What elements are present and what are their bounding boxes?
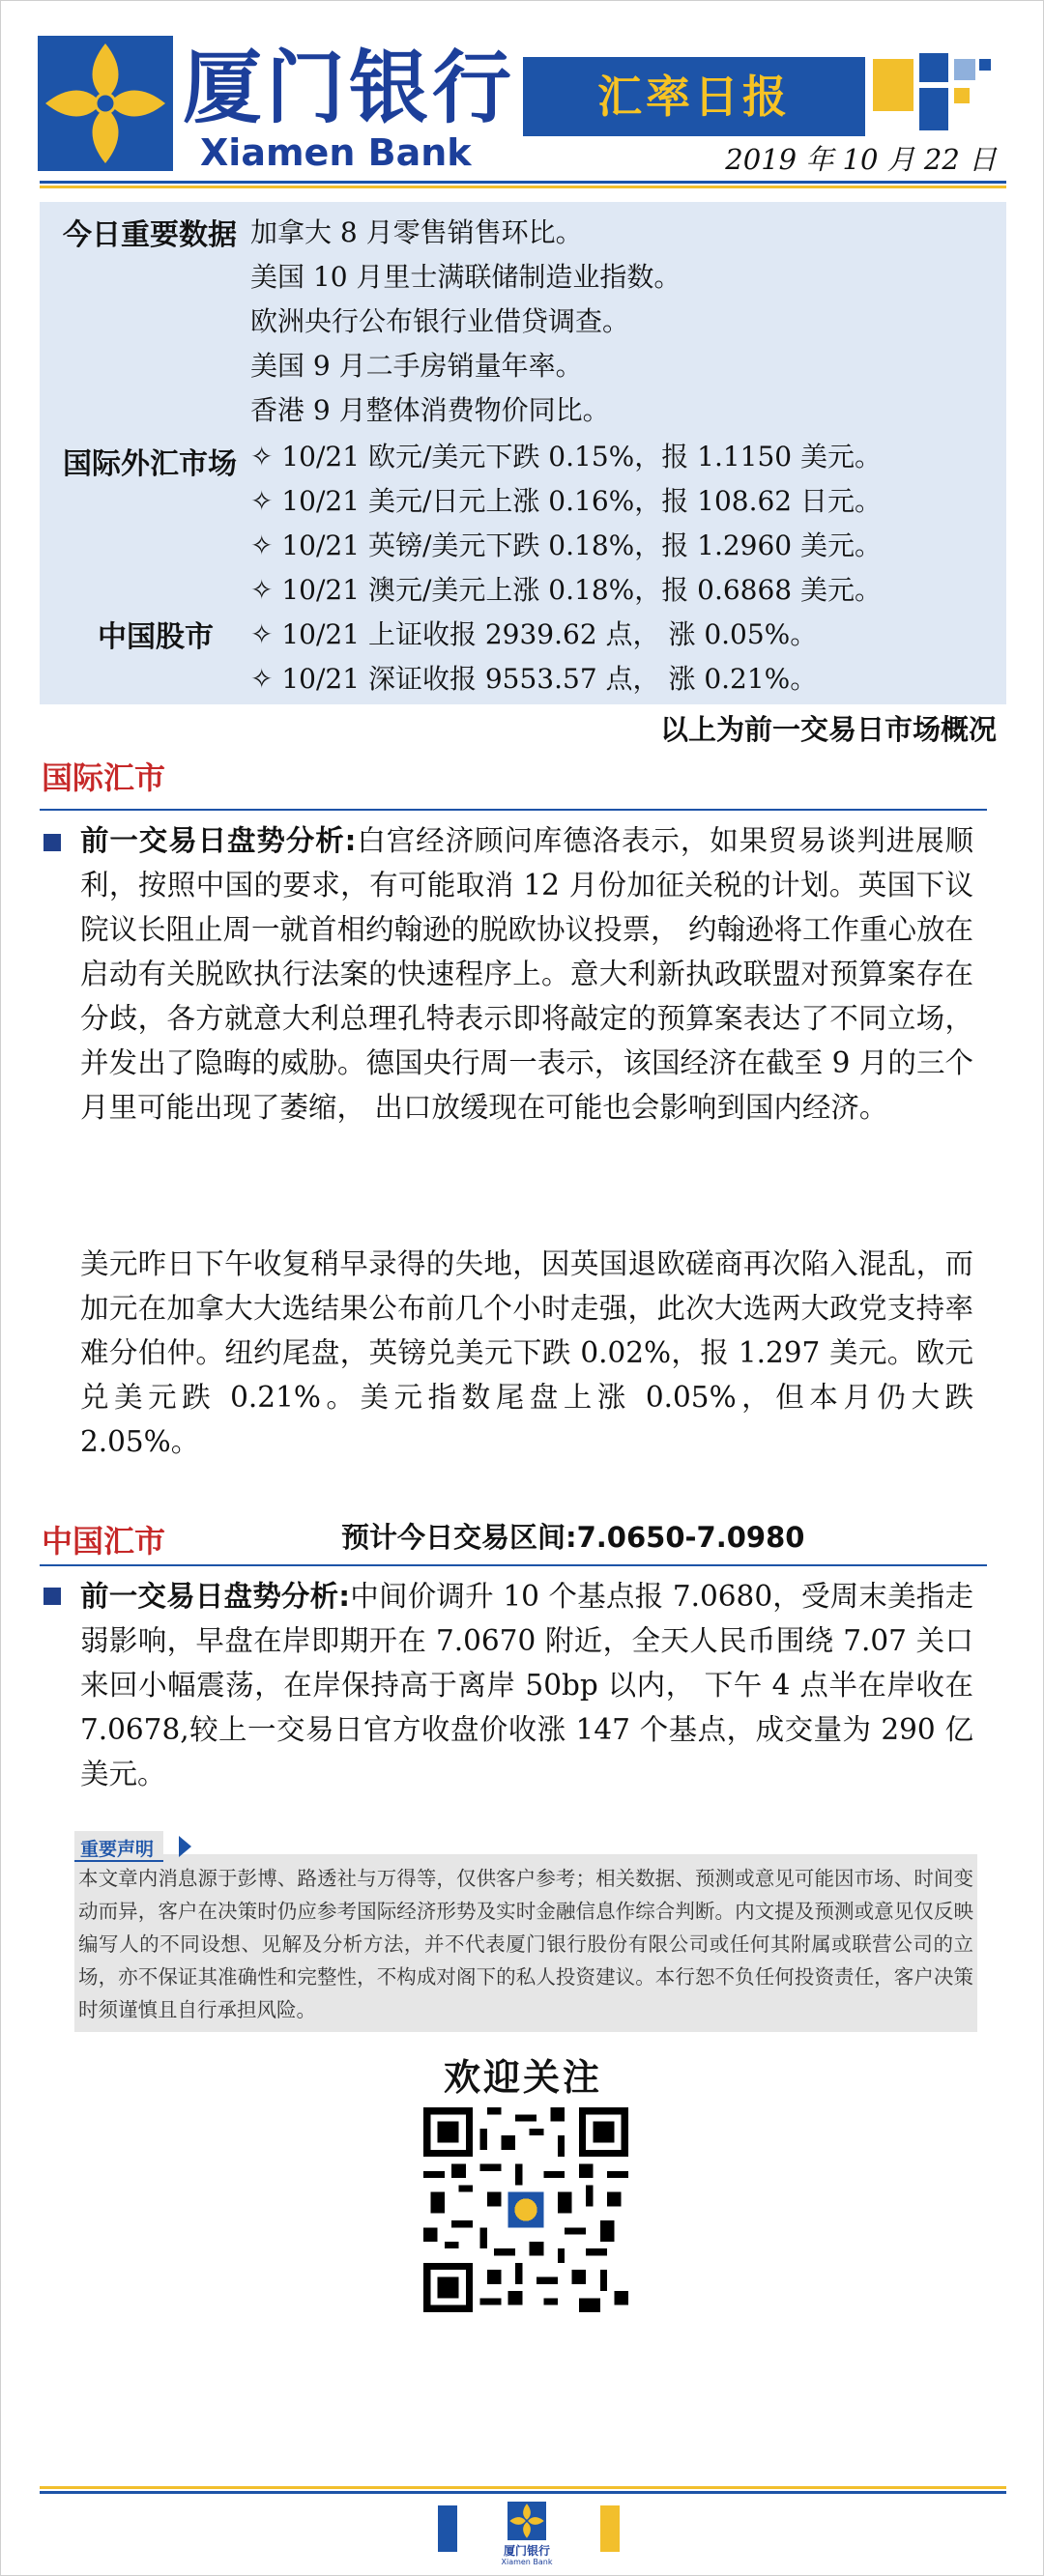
bank-name-en: Xiamen Bank bbox=[200, 131, 472, 174]
section-title-intl-fx: 国际汇市 bbox=[42, 759, 166, 796]
footer-rule-yellow bbox=[40, 2486, 1006, 2489]
xiamen-bank-logo-icon bbox=[38, 36, 173, 171]
summary-line: 美国 9 月二手房销量年率。 bbox=[250, 350, 583, 382]
analysis-body: 中间价调升 10 个基点报 7.0680，受周末美指走弱影响，早盘在岸即期开在 7.0670 附近，全天人民币围绕 7.07 关口来回小幅震荡，在岸保持高于离岸 50bp 以内， 下午 4 点半在岸收在 7.0678,较上一交易日官方收盘价收涨 147 个基点，成交量为 290 亿美元。 bbox=[80, 1580, 973, 1790]
footer-blue-bar bbox=[438, 2505, 457, 2552]
header-rule-blue bbox=[40, 181, 1006, 184]
summary-line: ✧ 10/21 欧元/美元下跌 0.15%，报 1.1150 美元。 bbox=[250, 441, 883, 472]
summary-line: ✧ 10/21 上证收报 2939.62 点， 涨 0.05%。 bbox=[250, 618, 818, 650]
bullet-square-icon bbox=[44, 834, 61, 851]
header-rule-yellow bbox=[40, 186, 1006, 188]
market-summary-note: 以上为前一交易日市场概况 bbox=[659, 713, 997, 746]
cn-fx-analysis bbox=[80, 1574, 973, 1796]
analysis-lead: 前一交易日盘势分析: bbox=[80, 1580, 351, 1613]
section-title-cn-fx: 中国汇市 bbox=[42, 1523, 166, 1560]
header-decoration-blocks bbox=[873, 53, 999, 142]
section-divider bbox=[40, 1564, 987, 1566]
summary-label-cn-stocks: 中国股市 bbox=[98, 620, 214, 654]
footer-yellow-bar bbox=[600, 2505, 620, 2552]
footer-bank-name-cn: 厦门银行 bbox=[503, 2544, 550, 2558]
trading-range: 预计今日交易区间:7.0650-7.0980 bbox=[341, 1521, 805, 1554]
summary-line: 加拿大 8 月零售销售环比。 bbox=[250, 216, 583, 248]
analysis-lead: 前一交易日盘势分析: bbox=[80, 824, 357, 857]
footer-rule-blue bbox=[40, 2491, 1006, 2494]
report-title: 汇率日报 bbox=[523, 57, 865, 136]
follow-heading: 欢迎关注 bbox=[443, 2056, 602, 2099]
disclaimer-text: 本文章内消息源于彭博、路透社与万得等，仅供客户参考；相关数据、预测或意见可能因市场、时间变动而异，客户在决策时仍应参考国际经济形势及实时金融信息作综合判断。内文提及预测或意见仅反映编写人的不同设想、见解及分析方法，并不代表厦门银行股份有限公司或任何其附属或联营公司的立场，亦不保证其准确性和完整性，不构成对阁下的私人投资建议。本行恕不负任何投资责任，客户决策时须谨慎且自行承担风险。 bbox=[78, 1867, 973, 2021]
summary-line: 欧洲央行公布银行业借贷调查。 bbox=[250, 305, 630, 337]
triangle-right-icon bbox=[179, 1836, 191, 1857]
analysis-body: 白宫经济顾问库德洛表示，如果贸易谈判进展顺利，按照中国的要求，有可能取消 12 月份加征关税的计划。英国下议院议长阻止周一就首相约翰逊的脱欧协议投票， 约翰逊将工作重心放在启动有关脱欧执行法案的快速程序上。意大利新执政联盟对预算案存在分歧，各方就意大利总理孔特表示即将敲定的预算案表达了不同立场， 并发出了隐晦的威胁。德国央行周一表示，该国经济在截至 9 月的三个月里可能出现了萎缩， 出口放缓现在可能也会影响到国内经济。 bbox=[80, 824, 973, 1124]
summary-line: ✧ 10/21 美元/日元上涨 0.16%，报 108.62 日元。 bbox=[250, 485, 883, 517]
report-date: 2019 年 10 月 22 日 bbox=[725, 143, 997, 176]
intl-fx-analysis bbox=[80, 818, 973, 1130]
intl-fx-dollar-para: 美元昨日下午收复稍早录得的失地，因英国退欧磋商再次陷入混乱，而加元在加拿大大选结果公布前几个小时走强，此次大选两大政党支持率难分伯仲。纽约尾盘，英镑兑美元下跌 0.02%，报 1.297 美元。欧元兑美元跌 0.21%。美元指数尾盘上涨 0.05%，但本月仍大跌 2.05%。 bbox=[80, 1247, 973, 1458]
section-divider bbox=[40, 809, 987, 811]
qr-code-icon[interactable] bbox=[423, 2107, 628, 2312]
summary-label-intl-fx: 国际外汇市场 bbox=[63, 447, 237, 481]
disclaimer-tag: 重要声明 bbox=[74, 1831, 163, 1862]
bullet-square-icon bbox=[44, 1588, 61, 1605]
xiamen-bank-logo-icon bbox=[508, 2502, 546, 2540]
summary-line: 香港 9 月整体消费物价同比。 bbox=[250, 394, 610, 426]
footer-bank-name-en: Xiamen Bank bbox=[501, 2558, 553, 2566]
summary-line: ✧ 10/21 英镑/美元下跌 0.18%，报 1.2960 美元。 bbox=[250, 530, 883, 561]
summary-label-key-data: 今日重要数据 bbox=[63, 218, 237, 252]
summary-line: 美国 10 月里士满联储制造业指数。 bbox=[250, 261, 682, 293]
bank-name-cn: 厦门银行 bbox=[183, 43, 516, 134]
summary-line: ✧ 10/21 深证收报 9553.57 点， 涨 0.21%。 bbox=[250, 663, 818, 695]
summary-line: ✧ 10/21 澳元/美元上涨 0.18%，报 0.6868 美元。 bbox=[250, 574, 883, 606]
